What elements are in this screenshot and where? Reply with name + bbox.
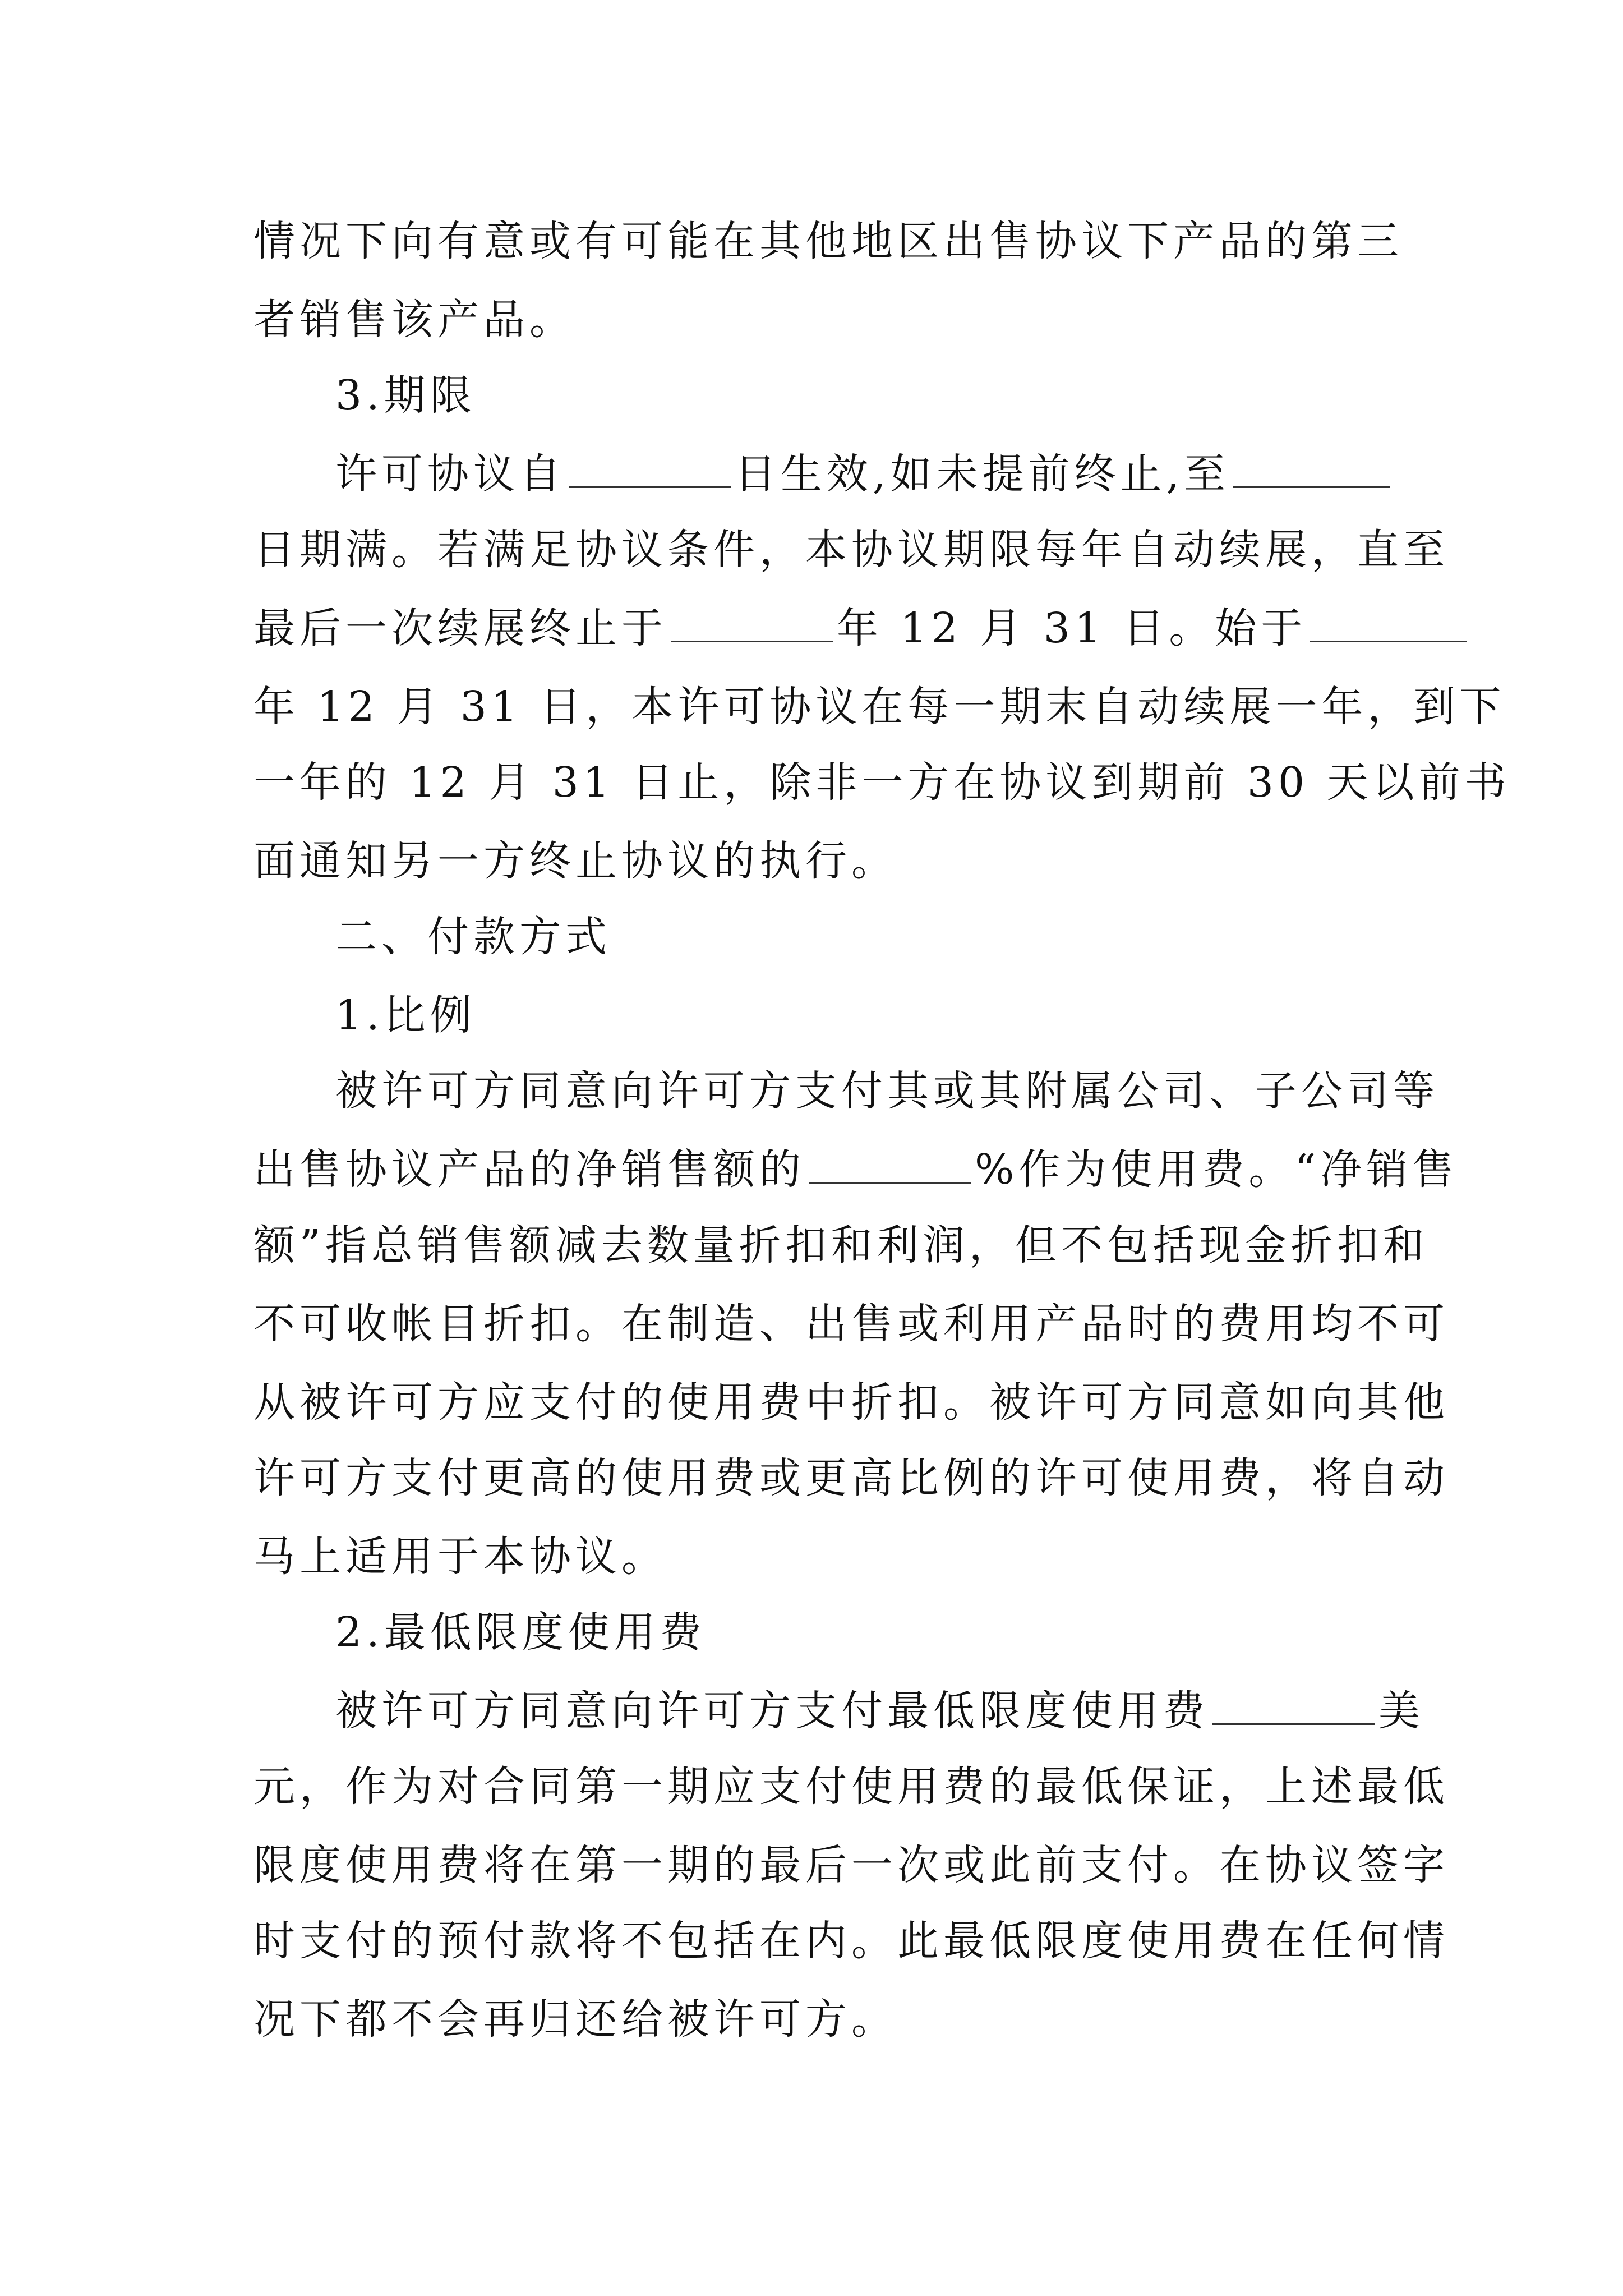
text-segment: 美 <box>1378 1687 1424 1735</box>
fill-blank <box>569 447 731 488</box>
paragraph-line: 元，作为对合同第一期应支付使用费的最低保证，上述最低 <box>253 1763 1449 1811</box>
paragraph-line: 不可收帐目折扣。在制造、出售或利用产品时的费用均不可 <box>253 1300 1449 1348</box>
fill-blank <box>1212 1684 1375 1725</box>
text-segment: 日生效,如未提前终止,至 <box>735 450 1230 498</box>
fill-blank <box>671 601 833 642</box>
paragraph-line: 面通知另一方终止协议的执行。 <box>253 837 897 885</box>
paragraph-line: 时支付的预付款将不包括在内。此最低限度使用费在任何情 <box>253 1917 1449 1965</box>
section-heading-minimum-fee: 2.最低限度使用费 <box>335 1608 706 1657</box>
text-segment: 年 12 月 31 日。始于 <box>837 604 1307 652</box>
paragraph-line: 被许可方同意向许可方支付其或其附属公司、子公司等 <box>335 1067 1439 1115</box>
paragraph-line: 许可方支付更高的使用费或更高比例的许可使用费，将自动 <box>253 1454 1449 1502</box>
paragraph-line: 年 12 月 31 日，本许可协议在每一期末自动续展一年，到下 <box>253 683 1506 731</box>
paragraph-line <box>335 1683 1424 1739</box>
paragraph-line: 况下都不会再归还给被许可方。 <box>253 1995 897 2044</box>
section-heading-payment: 二、付款方式 <box>335 913 611 961</box>
section-heading-term: 3.期限 <box>335 371 476 420</box>
section-heading-ratio: 1.比例 <box>335 991 476 1039</box>
fill-blank <box>809 1143 971 1184</box>
paragraph-line: 者销售该产品。 <box>253 296 575 344</box>
paragraph-line: 情况下向有意或有可能在其他地区出售协议下产品的第三 <box>253 217 1403 265</box>
paragraph-line: 一年的 12 月 31 日止，除非一方在协议到期前 30 天以前书 <box>253 758 1511 807</box>
text-segment: 许可协议自 <box>335 450 565 498</box>
fill-blank <box>1310 601 1467 642</box>
text-segment: 最后一次续展终止于 <box>253 604 667 652</box>
paragraph-line: 额”指总销售额减去数量折扣和利润，但不包括现金折扣和 <box>253 1221 1429 1269</box>
paragraph-line: 马上适用于本协议。 <box>253 1533 667 1581</box>
text-segment: 被许可方同意向许可方支付最低限度使用费 <box>335 1687 1209 1735</box>
text-segment: 出售协议产品的净销售额的 <box>253 1145 805 1194</box>
paragraph-line <box>253 600 1386 656</box>
paragraph-line <box>253 1142 1459 1198</box>
paragraph-line: 从被许可方应支付的使用费中折扣。被许可方同意如向其他 <box>253 1378 1449 1427</box>
fill-blank <box>1233 447 1390 488</box>
paragraph-line: 限度使用费将在第一期的最后一次或此前支付。在协议签字 <box>253 1841 1449 1889</box>
text-segment: %作为使用费。“净销售 <box>975 1145 1459 1194</box>
paragraph-line <box>335 446 1386 502</box>
paragraph-line: 日期满。若满足协议条件，本协议期限每年自动续展，直至 <box>253 526 1449 574</box>
